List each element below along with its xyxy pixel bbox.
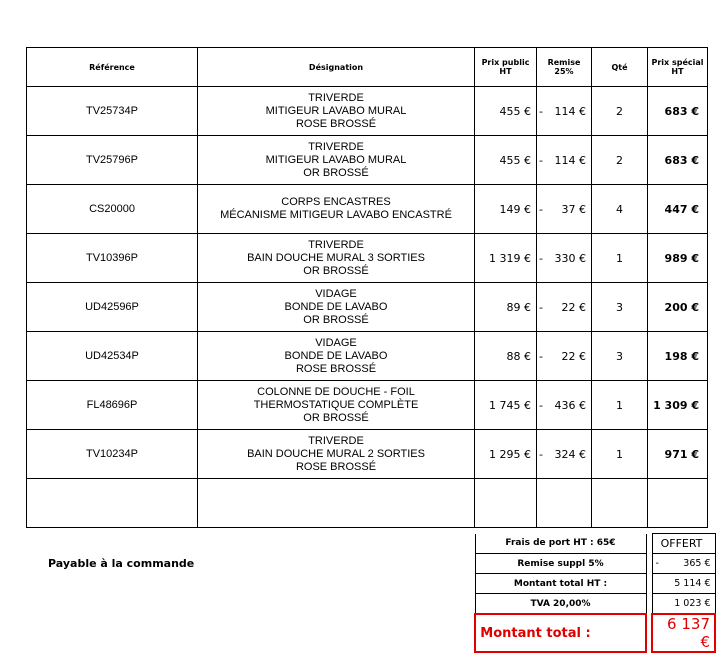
extra-discount-label: Remise suppl 5%: [475, 554, 646, 574]
row-designation: [198, 381, 475, 430]
quote-table: [26, 47, 708, 528]
designation-line-1: TRIVERDE: [308, 91, 364, 104]
table-row: [27, 430, 708, 479]
row-reference: FL48696P: [27, 381, 198, 430]
row-reference: CS20000: [27, 185, 198, 234]
row-qte: 4: [592, 185, 648, 234]
empty-row: [27, 479, 708, 528]
empty-cell: [648, 479, 708, 528]
row-qte: 1: [592, 234, 648, 283]
row-qte: 3: [592, 332, 648, 381]
table-header-row: [27, 48, 708, 87]
remise-dash: -: [539, 398, 543, 412]
row-prix-public: 1 295 €: [475, 430, 537, 479]
designation-line-1: TRIVERDE: [308, 434, 364, 447]
row-designation: [198, 283, 475, 332]
shipping-value: OFFERT: [652, 534, 715, 554]
designation-line-2: MITIGEUR LAVABO MURAL: [265, 153, 407, 166]
designation-line-2: MÉCANISME MITIGEUR LAVABO ENCASTRÉ: [220, 209, 452, 221]
table-row: [27, 283, 708, 332]
remise-dash: -: [539, 251, 543, 265]
designation-line-1: CORPS ENCASTRES: [281, 196, 391, 208]
empty-cell: [592, 479, 648, 528]
remise-dash: -: [539, 202, 543, 216]
header-remise: Remise 25%: [537, 48, 592, 87]
extra-discount-dash: -: [655, 558, 659, 569]
row-prix-special: 971 €: [648, 430, 708, 479]
empty-cell: [475, 479, 537, 528]
row-designation: [198, 136, 475, 185]
totals-row-tva: [475, 594, 715, 615]
remise-dash: -: [539, 300, 543, 314]
remise-value: 114 €: [554, 104, 586, 118]
totals-row-final: [475, 614, 715, 652]
row-prix-special: 447 €: [648, 185, 708, 234]
designation-line-2: BAIN DOUCHE MURAL 2 SORTIES: [247, 447, 425, 460]
remise-dash: -: [539, 104, 543, 118]
table-row: [27, 185, 708, 234]
row-remise: [537, 136, 592, 185]
table-row: [27, 381, 708, 430]
designation-line-3: OR BROSSÉ: [303, 264, 369, 277]
designation-line-3: OR BROSSÉ: [303, 313, 369, 326]
designation-line-1: TRIVERDE: [308, 140, 364, 153]
row-reference: TV10396P: [27, 234, 198, 283]
grand-total-value: 6 137 €: [652, 614, 715, 652]
designation-line-3: OR BROSSÉ: [303, 166, 369, 179]
row-remise: [537, 87, 592, 136]
row-prix-public: 1 319 €: [475, 234, 537, 283]
header-prix-special: [648, 48, 708, 87]
header-reference: Référence: [27, 48, 198, 87]
row-reference: TV25796P: [27, 136, 198, 185]
header-qte: Qté: [592, 48, 648, 87]
row-reference: TV25734P: [27, 87, 198, 136]
row-remise: [537, 381, 592, 430]
designation-line-1: VIDAGE: [315, 287, 357, 300]
remise-value: 37 €: [561, 202, 586, 216]
total-ht-value: 5 114 €: [652, 574, 715, 594]
total-ht-label: Montant total HT :: [475, 574, 646, 594]
designation-line-2: BONDE DE LAVABO: [284, 349, 388, 362]
tva-label: TVA 20,00%: [475, 594, 646, 615]
row-reference: TV10234P: [27, 430, 198, 479]
grand-total-label-cell: [475, 614, 646, 652]
row-designation: [198, 234, 475, 283]
row-qte: 1: [592, 381, 648, 430]
header-prix-public: Prix public HT: [475, 48, 537, 87]
remise-value: 114 €: [554, 153, 586, 167]
header-prix-special-line1: Prix spécial: [651, 58, 704, 67]
row-prix-public: 455 €: [475, 87, 537, 136]
row-prix-special: 1 309 €: [648, 381, 708, 430]
remise-value: 436 €: [554, 398, 586, 412]
remise-dash: -: [539, 447, 543, 461]
table-row: [27, 234, 708, 283]
row-designation: [198, 430, 475, 479]
designation-line-3: ROSE BROSSÉ: [295, 362, 377, 375]
row-prix-public: 89 €: [475, 283, 537, 332]
designation-line-3: ROSE BROSSÉ: [295, 117, 377, 130]
remise-value: 330 €: [554, 251, 586, 265]
remise-value: 324 €: [554, 447, 586, 461]
row-designation: [198, 332, 475, 381]
row-remise: [537, 283, 592, 332]
shipping-label: Frais de port HT : 65€: [475, 534, 646, 554]
row-prix-special: 989 €: [648, 234, 708, 283]
row-reference: UD42534P: [27, 332, 198, 381]
extra-discount-value: 365 €: [683, 558, 711, 569]
remise-dash: -: [539, 349, 543, 363]
row-designation: [198, 87, 475, 136]
row-qte: 3: [592, 283, 648, 332]
row-reference: UD42596P: [27, 283, 198, 332]
table-row: [27, 136, 708, 185]
remise-dash: -: [539, 153, 543, 167]
remise-value: 22 €: [561, 349, 586, 363]
row-prix-special: 683 €: [648, 87, 708, 136]
grand-total-label: Montant total :: [480, 625, 591, 641]
row-qte: 1: [592, 430, 648, 479]
header-prix-special-line2: HT: [671, 67, 684, 76]
empty-cell: [537, 479, 592, 528]
row-remise: [537, 185, 592, 234]
row-remise: [537, 430, 592, 479]
row-prix-public: 88 €: [475, 332, 537, 381]
designation-line-2: MITIGEUR LAVABO MURAL: [265, 104, 407, 117]
designation-line-2: BONDE DE LAVABO: [284, 300, 388, 313]
designation-line-1: TRIVERDE: [308, 238, 364, 251]
totals-row-shipping: [475, 534, 715, 554]
totals-row-discount: [475, 554, 715, 574]
table-row: [27, 87, 708, 136]
totals-table: [474, 533, 716, 653]
row-prix-special: 198 €: [648, 332, 708, 381]
extra-discount-cell: [652, 554, 715, 574]
row-designation: [198, 185, 475, 234]
empty-cell: [198, 479, 475, 528]
remise-value: 22 €: [561, 300, 586, 314]
tva-value: 1 023 €: [652, 594, 715, 615]
row-remise: [537, 234, 592, 283]
table-row: [27, 332, 708, 381]
totals-row-ht: [475, 574, 715, 594]
designation-line-3: ROSE BROSSÉ: [295, 460, 377, 473]
empty-cell: [27, 479, 198, 528]
row-qte: 2: [592, 87, 648, 136]
designation-line-2: THERMOSTATIQUE COMPLÈTE: [253, 398, 419, 411]
payment-terms: Payable à la commande: [48, 557, 195, 570]
designation-line-1: VIDAGE: [315, 336, 357, 349]
designation-line-3: OR BROSSÉ: [303, 411, 369, 424]
row-prix-public: 455 €: [475, 136, 537, 185]
designation-line-2: BAIN DOUCHE MURAL 3 SORTIES: [247, 251, 425, 264]
row-remise: [537, 332, 592, 381]
row-prix-special: 200 €: [648, 283, 708, 332]
row-prix-special: 683 €: [648, 136, 708, 185]
row-prix-public: 149 €: [475, 185, 537, 234]
row-qte: 2: [592, 136, 648, 185]
row-prix-public: 1 745 €: [475, 381, 537, 430]
designation-line-1: COLONNE DE DOUCHE - FOIL: [257, 385, 415, 398]
header-designation: Désignation: [198, 48, 475, 87]
